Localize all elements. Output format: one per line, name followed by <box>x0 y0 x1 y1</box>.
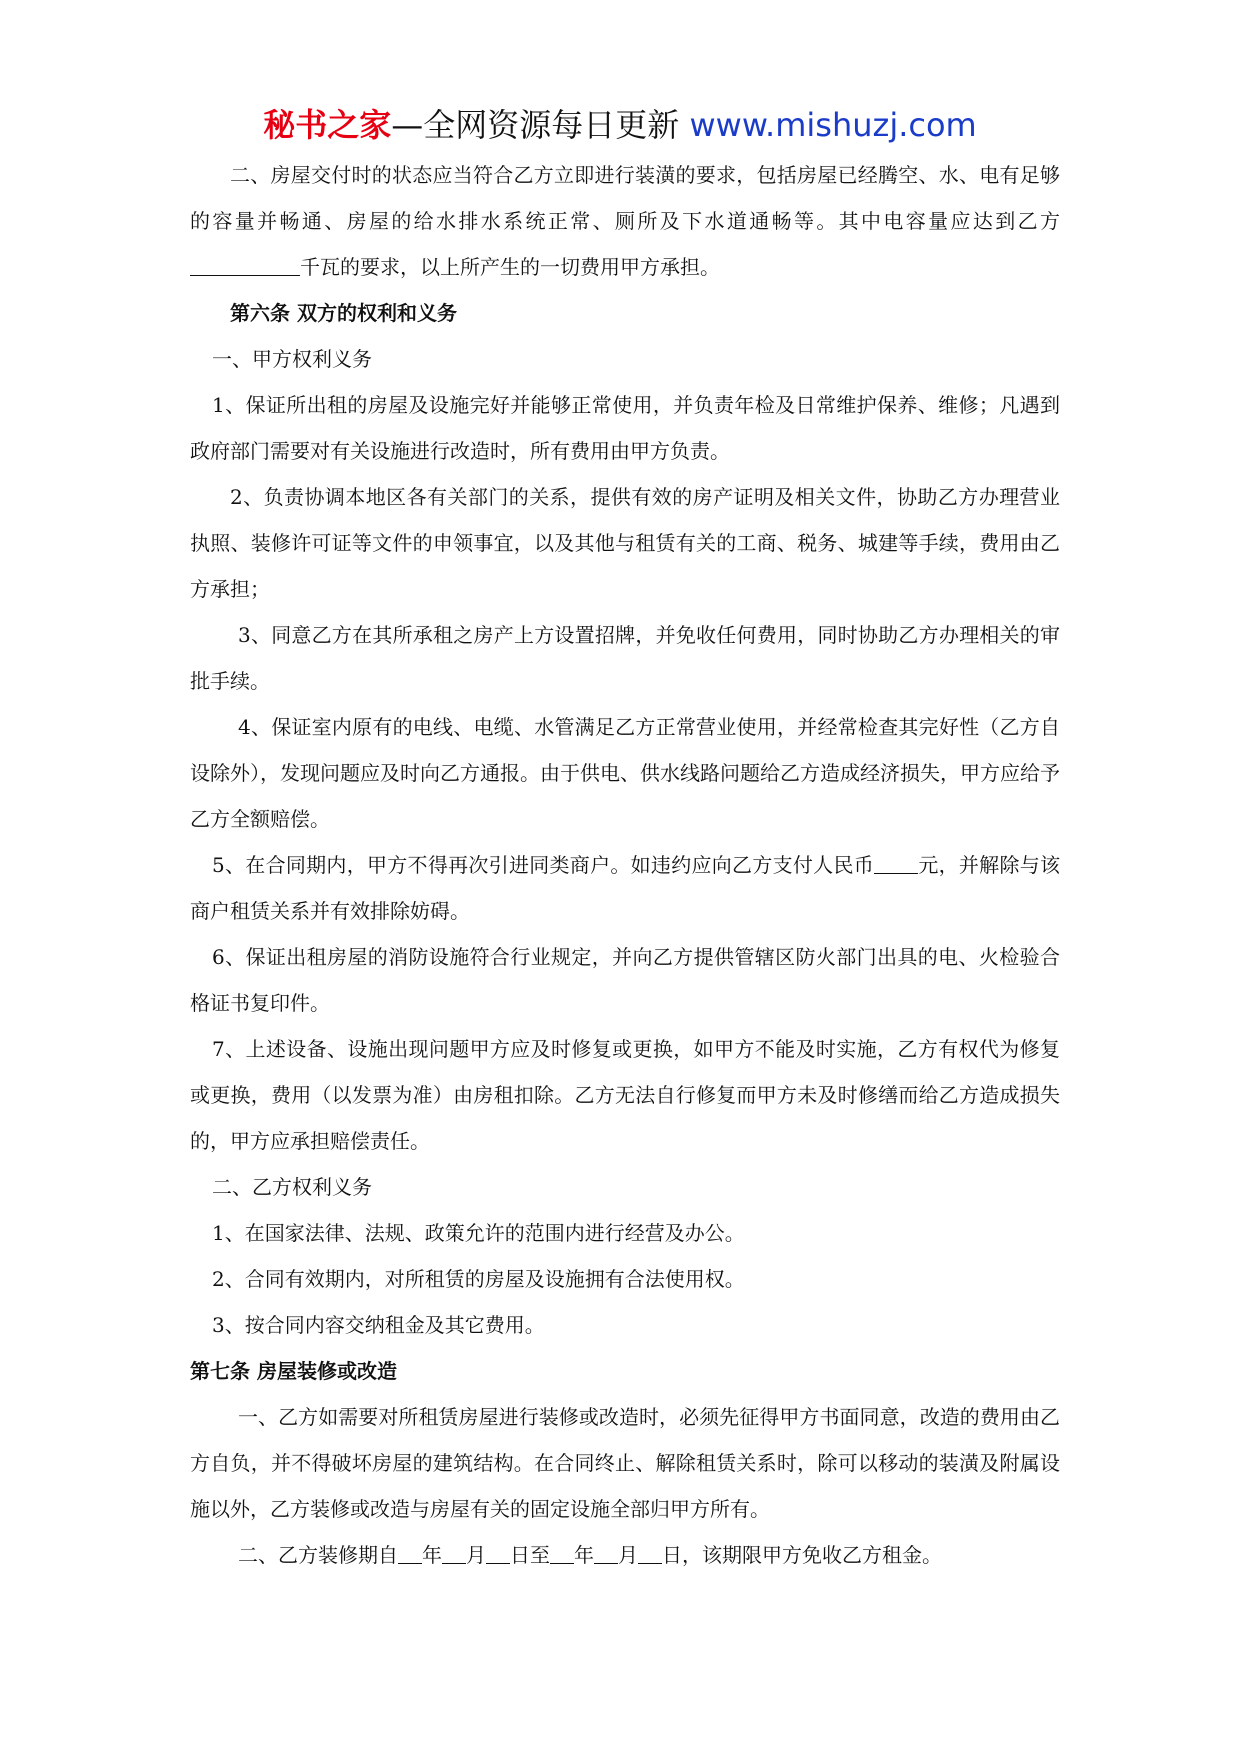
party-a-item-2: 2、负责协调本地区各有关部门的关系，提供有效的房产证明及相关文件，协助乙方办理营业执照、装修许可证等文件的申领事宜，以及其他与租赁有关的工商、税务、城建等手续，费用由乙方承担； <box>190 485 1060 601</box>
party-a-item-5: 5、在合同期内，甲方不得再次引进同类商户。如违约应向乙方支付人民币 元，并解除与该商户租赁关系并有效排除妨碍。 <box>190 853 1061 923</box>
party-a-item-1: 1、保证所出租的房屋及设施完好并能够正常使用，并负责年检及日常维护保养、维修；凡遇到政府部门需要对有关设施进行改造时，所有费用由甲方负责。 <box>190 393 1060 463</box>
section-party-b-heading: 二、乙方权利义务 <box>212 1175 372 1199</box>
party-a-item-3: 3、同意乙方在其所承租之房产上方设置招牌，并免收任何费用，同时协助乙方办理相关的审批手续。 <box>190 623 1060 693</box>
blank-month-end <box>594 1543 618 1564</box>
article-6-heading: 第六条 双方的权利和义务 <box>230 301 457 325</box>
blank-day-end <box>638 1543 662 1564</box>
paragraph-delivery-state: 二、房屋交付时的状态应当符合乙方立即进行装潢的要求，包括房屋已经腾空、水、电有足够的容量并畅通、房屋的给水排水系统正常、厕所及下水道通畅等。其中电容量应达到乙方千瓦的要求，以上所产生的一切费用甲方承担。 <box>190 163 1060 279</box>
blank-month-start <box>442 1543 466 1564</box>
blank-year-end <box>550 1543 574 1564</box>
document-body <box>190 152 1060 1578</box>
party-b-item-3: 3、按合同内容交纳租金及其它费用。 <box>212 1313 545 1337</box>
party-a-item-4: 4、保证室内原有的电线、电缆、水管满足乙方正常营业使用，并经常检查其完好性（乙方自设除外），发现问题应及时向乙方通报。由于供电、供水线路问题给乙方造成经济损失，甲方应给予乙方全额赔偿。 <box>190 715 1060 831</box>
article-7-heading: 第七条 房屋装修或改造 <box>190 1359 397 1383</box>
party-b-item-1: 1、在国家法律、法规、政策允许的范围内进行经营及办公。 <box>212 1221 745 1245</box>
party-a-item-6: 6、保证出租房屋的消防设施符合行业规定，并向乙方提供管辖区防火部门出具的电、火检验合格证书复印件。 <box>190 945 1060 1015</box>
site-brand: 秘书之家 <box>263 106 392 144</box>
blank-penalty <box>874 853 918 874</box>
blank-capacity <box>190 255 300 276</box>
site-tagline: —全网资源每日更新 <box>391 106 690 144</box>
renovation-clause-2: 二、乙方装修期自 年 月 日至 年 月 日，该期限甲方免收乙方租金。 <box>238 1543 942 1567</box>
site-url-link[interactable]: www.mishuzj.com <box>689 106 977 144</box>
party-b-item-2: 2、合同有效期内，对所租赁的房屋及设施拥有合法使用权。 <box>212 1267 745 1291</box>
renovation-clause-1: 一、乙方如需要对所租赁房屋进行装修或改造时，必须先征得甲方书面同意，改造的费用由乙方自负，并不得破坏房屋的建筑结构。在合同终止、解除租赁关系时，除可以移动的装潢及附属设施以外，乙方装修或改造与房屋有关的固定设施全部归甲方所有。 <box>190 1405 1060 1521</box>
section-party-a-heading: 一、甲方权利义务 <box>212 347 372 371</box>
party-a-item-7: 7、上述设备、设施出现问题甲方应及时修复或更换，如甲方不能及时实施，乙方有权代为修复或更换，费用（以发票为准）由房租扣除。乙方无法自行修复而甲方未及时修缮而给乙方造成损失的，甲方应承担赔偿责任。 <box>190 1037 1060 1153</box>
blank-year-start <box>398 1543 422 1564</box>
site-header <box>0 100 1240 146</box>
blank-day-start <box>486 1543 510 1564</box>
